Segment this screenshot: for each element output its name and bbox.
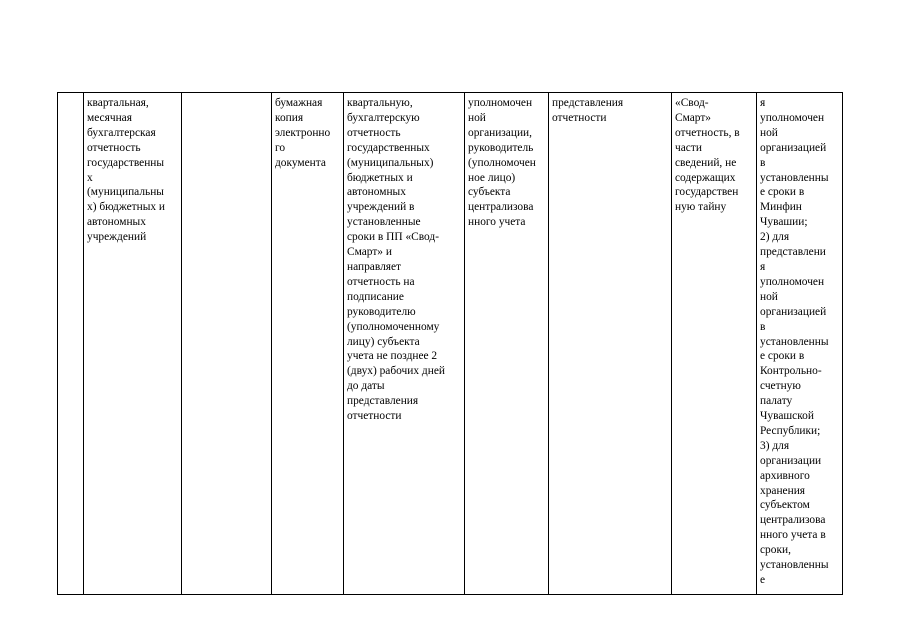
document-table bbox=[57, 92, 843, 595]
table-cell-deadline: представления отчетности bbox=[549, 93, 672, 595]
table-cell-form bbox=[182, 93, 272, 595]
table-row bbox=[58, 93, 843, 595]
table-cell-document-type: бумажная копия электронно го документа bbox=[272, 93, 344, 595]
table-cell-system: «Свод- Смарт» отчетность, в части сведений, не содержащих государствен ную тайну bbox=[672, 93, 757, 595]
table-cell-recipient: я уполномочен ной организацией в установленны е сроки в Минфин Чувашии; 2) для представлени я уполномочен ной организацией в установленны е сроки в Контрольно- счетную палату Чувашской Республики; 3) для организации архивного хранения субъектом централизова нного учета в сроки, установленны е bbox=[757, 93, 843, 595]
table-cell-responsible: уполномочен ной организации, руководитель (уполномочен ное лицо) субъекта централизова нного учета bbox=[465, 93, 549, 595]
table-cell-number bbox=[58, 93, 84, 595]
table-cell-document-name: квартальная, месячная бухгалтерская отчетность государственны х (муниципальны х) бюджетных и автономных учреждений bbox=[84, 93, 182, 595]
table-cell-action: квартальную, бухгалтерскую отчетность государственных (муниципальных) бюджетных и автономных учреждений в установленные сроки в ПП «Свод- Смарт» и направляет отчетность на подписание руководителю (уполномоченному лицу) субъекта учета не позднее 2 (двух) рабочих дней до даты представления отчетности bbox=[344, 93, 465, 595]
